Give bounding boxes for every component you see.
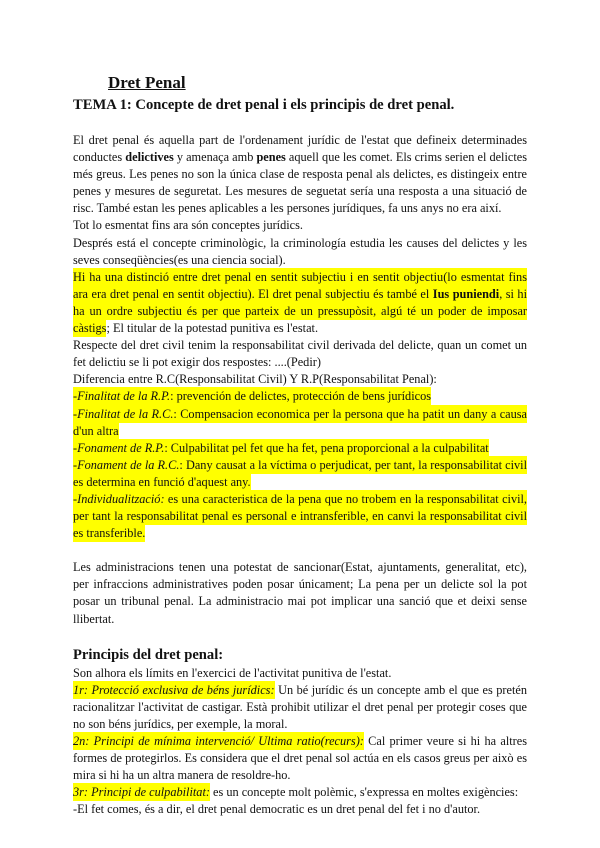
bold-term: penes (256, 150, 286, 165)
list-item: -Fonament de la R.C.: Dany causat a la víctima o perjudicat, per tant, la responsabilitat civil es determina en funció d'aquest any. (73, 457, 527, 489)
principle-label: 2n: Principi de mínima intervenció/ Ultima ratio(recurs): (73, 734, 364, 748)
item-text: : Culpabilitat pel fet que ha fet, pena proporcional a la culpabilitat (164, 440, 489, 455)
paragraph: Son alhora els límits en l'exercici de l'activitat punitiva de l'estat. (73, 665, 392, 680)
paragraph: Les administracions tenen una potestat de sancionar(Estat, ajuntaments, generalitat, etc), per infraccions administratives poden posar únicament; La pena per un delicte sol la pot posar un tribunal penal. La administracio mai pot implicar una sanció que et deixi sense llibertat. (73, 560, 527, 626)
principle-item (73, 682, 527, 733)
item-label: Individualització: (77, 491, 165, 506)
bold-term: Ius puniendi (432, 286, 500, 301)
list-item: -Individualització: es una caracteristica de la pena que no trobem en la responsabilitat civil, per tant la responsabilitat penal es personal e intransferible, en canvi la responsabilitat civil es transferible. (73, 491, 527, 541)
list-item: -Finalitat de la R.P.: prevención de delictes, protección de bens jurídicos (73, 389, 432, 404)
text: ; El titular de la potestad punitiva es l'estat. (106, 321, 319, 336)
document-page (73, 72, 527, 818)
highlighted-text: Hi ha una distinció entre dret penal en sentit subjectiu i en sentit objectiu(lo esmentat fins ara era dret penal en sentit objectiu). El dret penal subjectiu és també el (73, 269, 527, 301)
principle-text: Cal primer veure si hi ha altres formes de protegirlos. Es considera que el dret penal sol actúa en els casos greus per això es mira si hi ha un altra manera de resoldre-ho. (73, 734, 528, 783)
topic-heading: TEMA 1: Concepte de dret penal i els principis de dret penal. (73, 97, 455, 113)
paragraph: Respecte del dret civil tenim la responsabilitat civil derivada del delicte, quan un comet un fet delictiu se li pot exigir dos respostes: ....(Pedir) (73, 338, 527, 370)
paragraph: Diferencia entre R.C(Responsabilitat Civil) Y R.P(Responsabilitat Penal): (73, 372, 437, 387)
bold-term: delictives (125, 150, 174, 165)
section-heading: Principis del dret penal: (73, 646, 224, 663)
item-text: : Dany causat a la víctima o perjudicat, per tant, la responsabilitat civil es determina en funció d'aquest any. (73, 457, 527, 489)
paragraph-ius-puniendi (73, 269, 527, 337)
paragraph: -El fet comes, és a dir, el dret penal democratic es un dret penal del fet i no d'autor. (73, 802, 481, 817)
list-item: -Finalitat de la R.C.: Compensacion economica per la persona que ha patit un dany a causa d'un altra (73, 406, 528, 438)
principle-text: es un concepte molt polèmic, s'expressa en moltes exigències: (209, 785, 519, 800)
principle-text: Un bé jurídic és un concepte amb el que es pretén racionalitzar l'activitat de castigar. Està prohibit utilizar el dret penal per protegir coses que no son béns jurídics, per exemple, la moral. (73, 682, 527, 731)
paragraph-definition (73, 132, 527, 217)
item-label: Finalitat de la R.P. (77, 389, 171, 404)
text: aquell que les comet. Els crims serien el delictes més greus. Les penes no son la única clase de resposta penal als delictes, es distingeix entre penes y mesures de seguretat. Les mesures de seguetat sería una resposta a una situació de risc. També estan les penes aplicables a les persones jurídiques, fa uns anys no era així. (73, 150, 528, 216)
item-label: Fonament de la R.C. (77, 457, 180, 472)
item-text: es una caracteristica de la pena que no trobem en la responsabilitat civil, per tant la responsabilitat penal es personal e intransferible, en canvi la responsabilitat civil es transferible. (73, 491, 527, 541)
item-text: : prevención de delictes, protección de bens jurídicos (170, 389, 432, 404)
principle-label: 1r: Protecció exclusiva de béns jurídics: (73, 682, 275, 697)
principle-item (73, 733, 527, 784)
paragraph: Després está el concepte criminològic, la criminología estudia les causes del delictes y les seves conseqüències(es una ciencia social). (73, 235, 527, 267)
list-item: -Fonament de R.P.: Culpabilitat pel fet que ha fet, pena proporcional a la culpabilitat (73, 440, 489, 455)
text: El dret penal és aquella part de l'ordenament jurídic de l'estat que defineix determinades conductes (73, 133, 527, 165)
highlighted-text: , si hi ha un ordre subjectiu és per que parteix de un pressupòsit, algú té un poder de imposar càstigs (73, 286, 527, 336)
item-text: : Compensacion economica per la persona que ha patit un dany a causa d'un altra (73, 406, 528, 438)
document-title: Dret Penal (108, 73, 186, 92)
item-label: Finalitat de la R.C. (77, 406, 174, 421)
principle-item (73, 784, 527, 801)
principle-label: 3r: Principi de culpabilitat: (73, 785, 210, 800)
text: y amenaça amb (173, 150, 257, 165)
paragraph: Tot lo esmentat fins ara són conceptes jurídics. (73, 218, 303, 233)
item-label: Fonament de R.P. (77, 440, 165, 455)
